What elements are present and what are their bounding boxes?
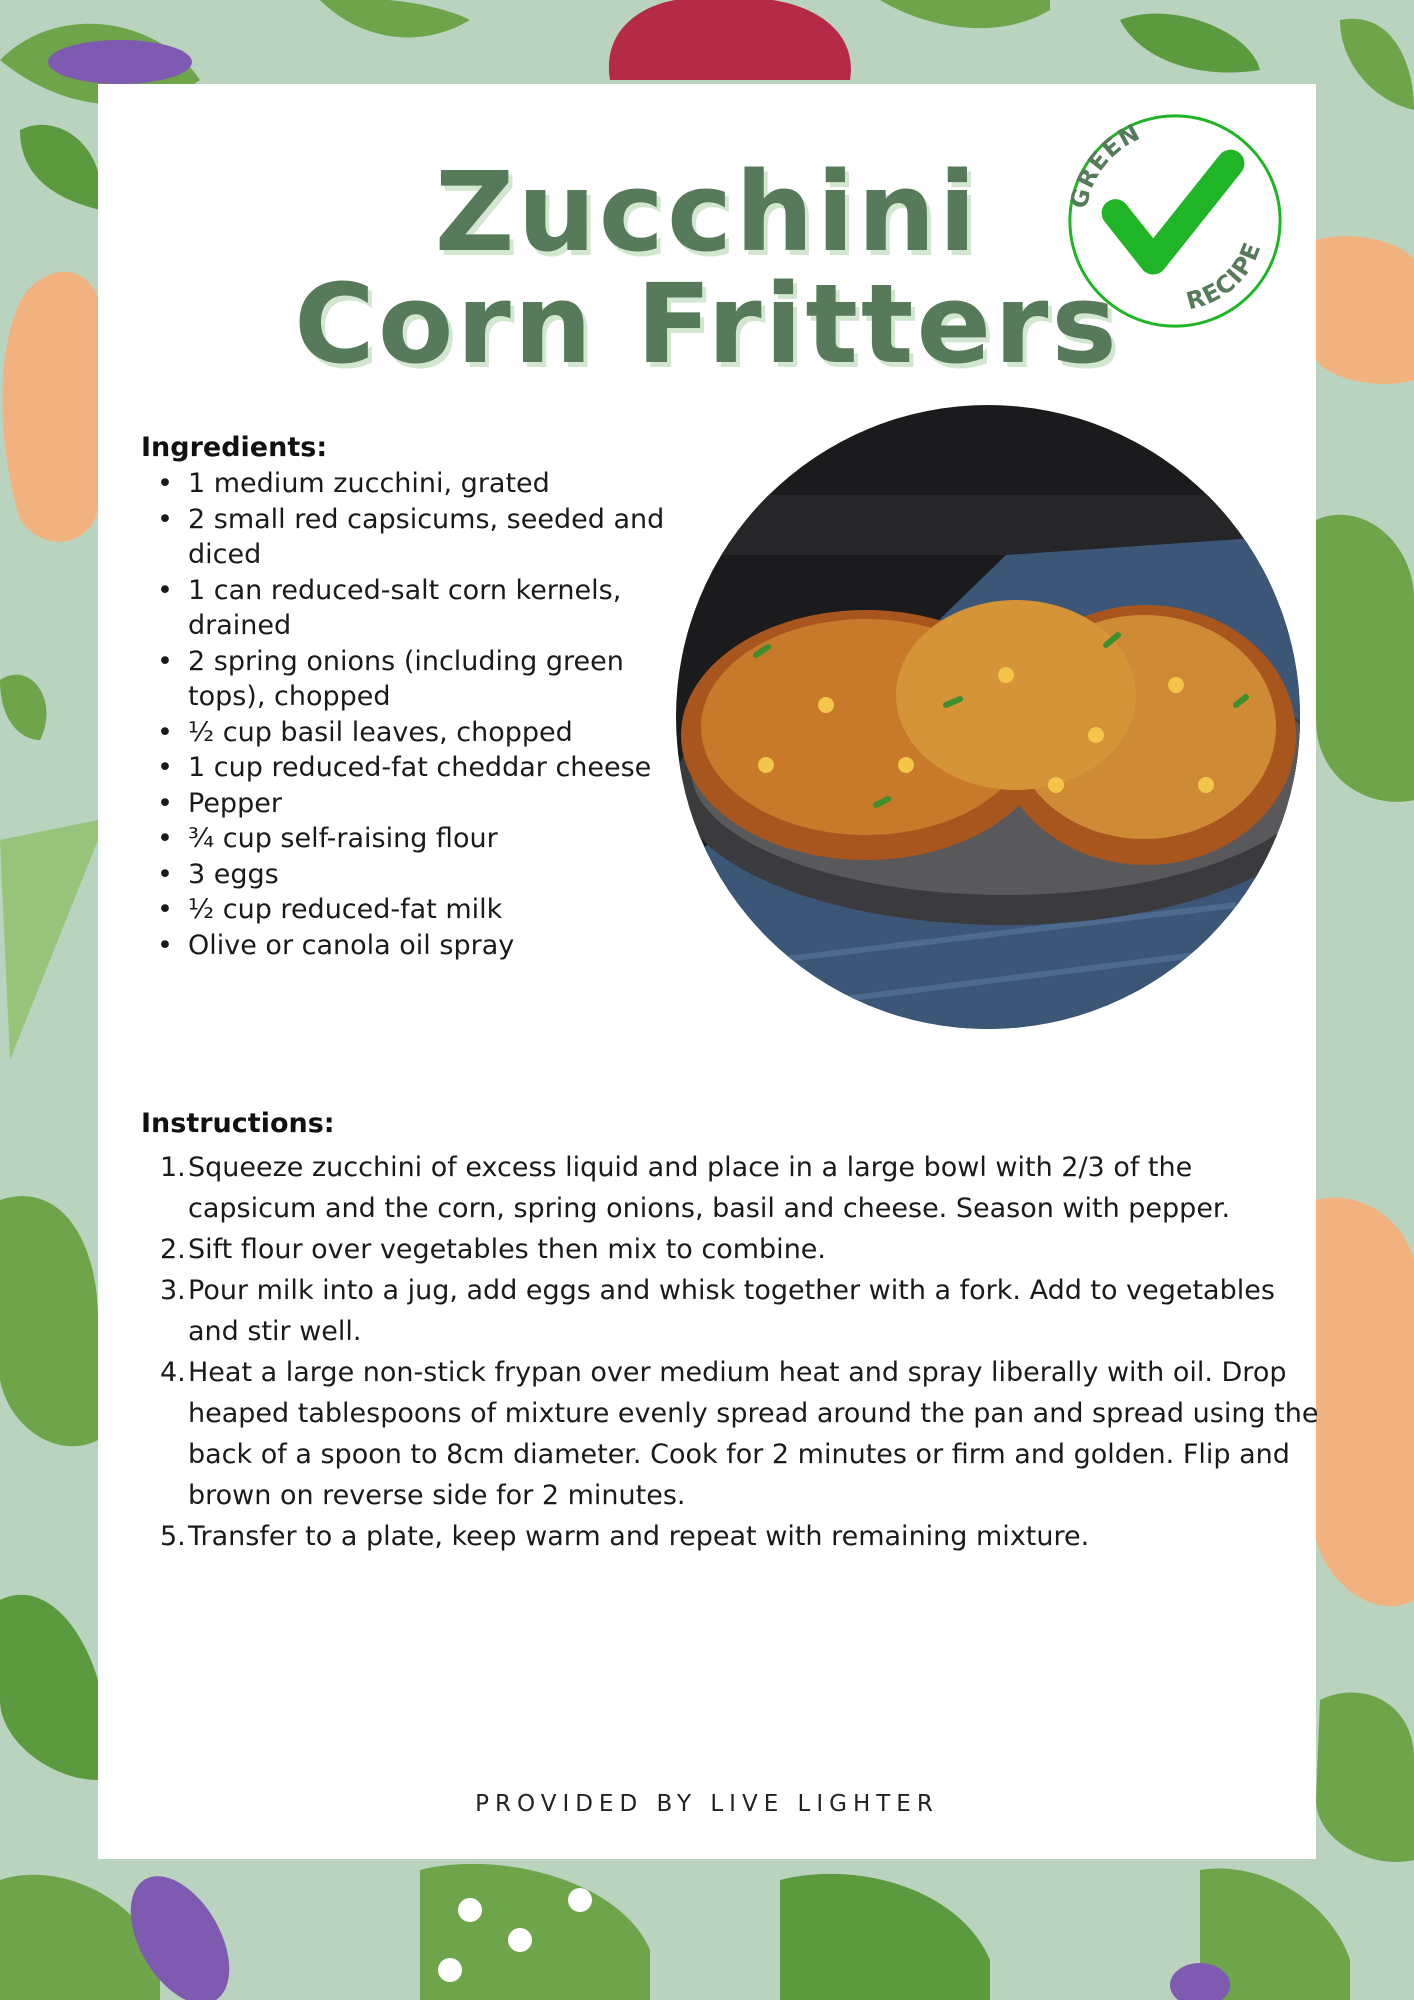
instructions-list [141, 1147, 1328, 1557]
ingredient-item: • ½ cup basil leaves, chopped [188, 715, 708, 751]
instructions-heading: Instructions: [141, 1108, 335, 1139]
ingredient-item: • 1 can reduced-salt corn kernels, drained [188, 573, 708, 644]
recipe-title-line2: Corn Fritters [294, 260, 1120, 388]
ingredient-item: • Olive or canola oil spray [188, 928, 708, 964]
instruction-step [160, 1147, 1328, 1229]
ingredients-heading: Ingredients: [141, 432, 328, 463]
fritters-photo [676, 405, 1300, 1029]
ingredients-list [141, 466, 708, 963]
svg-text:GREEN [1064, 118, 1144, 211]
instruction-step [160, 1352, 1328, 1516]
step-text: Transfer to a plate, keep warm and repeat with remaining mixture. [188, 1521, 1090, 1552]
ingredient-item: • 1 medium zucchini, grated [188, 466, 708, 502]
step-text: Squeeze zucchini of excess liquid and place in a large bowl with 2/3 of the capsicum and the corn, spring onions, basil and cheese. Season with pepper. [188, 1152, 1231, 1224]
ingredient-item: • ¾ cup self-raising flour [188, 821, 708, 857]
badge-top-text: GREEN [1064, 118, 1145, 212]
ingredient-item: • ½ cup reduced-fat milk [188, 892, 708, 928]
step-number: 5. [160, 1521, 186, 1552]
step-text: Sift flour over vegetables then mix to combine. [188, 1234, 826, 1265]
ingredient-item: • 1 cup reduced-fat cheddar cheese [188, 750, 708, 786]
recipe-card [98, 84, 1319, 1859]
ingredient-item: • 2 spring onions (including green tops), chopped [188, 644, 708, 715]
green-recipe-badge [1056, 102, 1294, 340]
footer-credit: PROVIDED BY LIVE LIGHTER [475, 1791, 939, 1817]
instruction-step [160, 1270, 1328, 1352]
instruction-step [160, 1229, 1328, 1270]
step-number: 1. [160, 1152, 186, 1183]
step-number: 2. [160, 1234, 186, 1265]
instruction-step [160, 1516, 1328, 1557]
ingredient-item: • 3 eggs [188, 857, 708, 893]
checkmark-icon [1116, 163, 1231, 260]
step-number: 3. [160, 1275, 186, 1306]
ingredient-item: • Pepper [188, 786, 708, 822]
step-number: 4. [160, 1357, 186, 1388]
step-text: Pour milk into a jug, add eggs and whisk together with a fork. Add to vegetables and stir well. [188, 1275, 1275, 1347]
ingredient-item: • 2 small red capsicums, seeded and diced [188, 502, 708, 573]
svg-text:RECIPE [1183, 238, 1266, 315]
recipe-title-line1: Zucchini [434, 148, 980, 276]
step-text: Heat a large non-stick frypan over medium heat and spray liberally with oil. Drop heaped tablespoons of mixture evenly spread around the pan and spread using the back of a spoon to 8cm diameter. Cook for 2 minutes or firm and golden. Flip and brown on reverse side for 2 minutes. [188, 1357, 1319, 1511]
badge-bottom-text: RECIPE [1183, 238, 1267, 316]
